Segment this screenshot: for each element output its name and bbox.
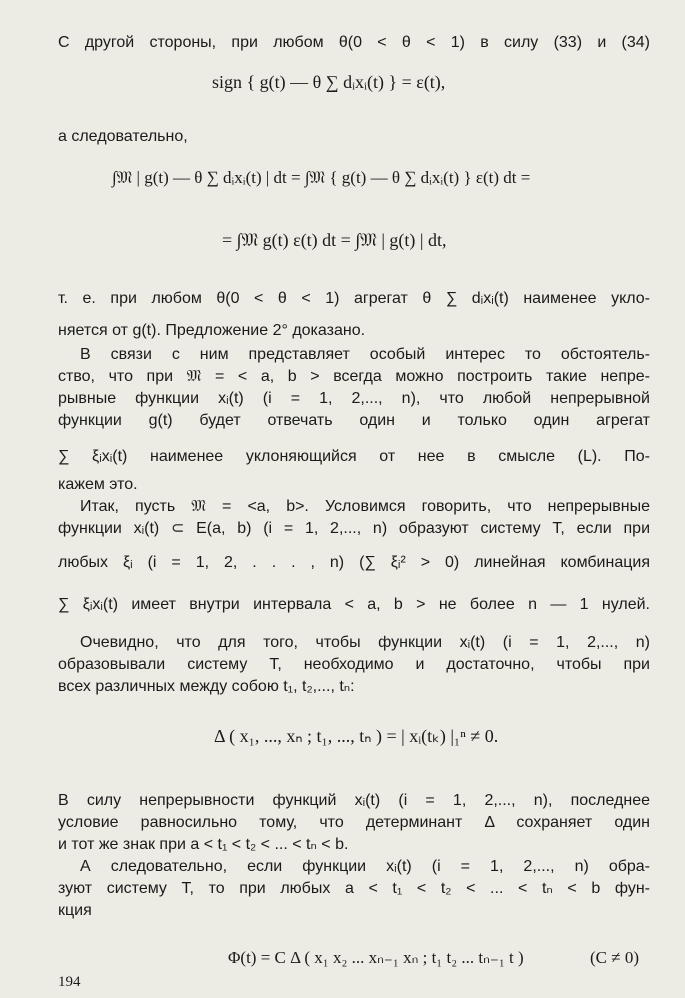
text-line: ∑ ξᵢxᵢ(t) наименее уклоняющийся от нее в смысле (L). По- <box>58 448 650 465</box>
text-line: а следовательно, <box>58 128 188 145</box>
text-line: кция <box>58 902 92 919</box>
formula-condition: (C ≠ 0) <box>590 948 639 967</box>
text-line: зуют систему T, то при любых a < t₁ < t₂ < ... < tₙ < b фун- <box>58 880 650 897</box>
text-line: функции xᵢ(t) ⊂ E(a, b) (i = 1, 2,..., n) образуют систему T, если при <box>58 520 650 537</box>
text-line: няется от g(t). Предложение 2° доказано. <box>58 322 366 339</box>
page-number: 194 <box>58 974 81 990</box>
formula-integral-2: = ∫𝔐 g(t) ε(t) dt = ∫𝔐 | g(t) | dt, <box>222 230 447 250</box>
text-line: ∑ ξᵢxᵢ(t) имеет внутри интервала < a, b > не более n — 1 нулей. <box>58 596 650 613</box>
formula-phi: Φ(t) = C Δ ( x₁ x₂ ... xₙ₋₁ xₙ ; t₁ t₂ ... tₙ₋₁ t ) <box>228 948 524 967</box>
text-line: ство, что при 𝔐 = < a, b > всегда можно построить такие непре- <box>58 368 650 385</box>
text-line: и тот же знак при a < t₁ < t₂ < ... < tₙ < b. <box>58 836 349 853</box>
text-line: С другой стороны, при любом θ(0 < θ < 1) в силу (33) и (34) <box>58 34 650 51</box>
text-line: условие равносильно тому, что детерминант Δ сохраняет один <box>58 814 650 831</box>
text-line: Очевидно, что для того, чтобы функции xᵢ(t) (i = 1, 2,..., n) <box>80 634 650 651</box>
formula-determinant: Δ ( x₁, ..., xₙ ; t₁, ..., tₙ ) = | xᵢ(tₖ) |₁ⁿ ≠ 0. <box>214 726 499 746</box>
text-line: В силу непрерывности функций xᵢ(t) (i = 1, 2,..., n), последнее <box>58 792 650 809</box>
text-line: рывные функции xᵢ(t) (i = 1, 2,..., n), что любой непрерывной <box>58 390 650 407</box>
formula-integral-1: ∫𝔐 | g(t) — θ ∑ dᵢxᵢ(t) | dt = ∫𝔐 { g(t) — θ ∑ dᵢxᵢ(t) } ε(t) dt = <box>112 168 531 187</box>
text-line: В связи с ним представляет особый интерес то обстоятель- <box>80 346 650 363</box>
text-line: любых ξᵢ (i = 1, 2, . . . , n) (∑ ξᵢ² > 0) линейная комбинация <box>58 554 650 571</box>
formula-sign: sign { g(t) — θ ∑ dᵢxᵢ(t) } = ε(t), <box>212 72 446 92</box>
text-line: образовывали систему T, необходимо и достаточно, чтобы при <box>58 656 650 673</box>
text-line: всех различных между собою t₁, t₂,..., tₙ: <box>58 678 355 695</box>
text-line: т. е. при любом θ(0 < θ < 1) агрегат θ ∑ dᵢxᵢ(t) наименее укло- <box>58 290 650 307</box>
text-line: кажем это. <box>58 476 138 493</box>
text-line: Итак, пусть 𝔐 = <a, b>. Условимся говорить, что непрерывные <box>80 498 650 515</box>
text-line: функции g(t) будет отвечать один и только один агрегат <box>58 412 650 429</box>
text-line: А следовательно, если функции xᵢ(t) (i = 1, 2,..., n) обра- <box>80 858 650 875</box>
